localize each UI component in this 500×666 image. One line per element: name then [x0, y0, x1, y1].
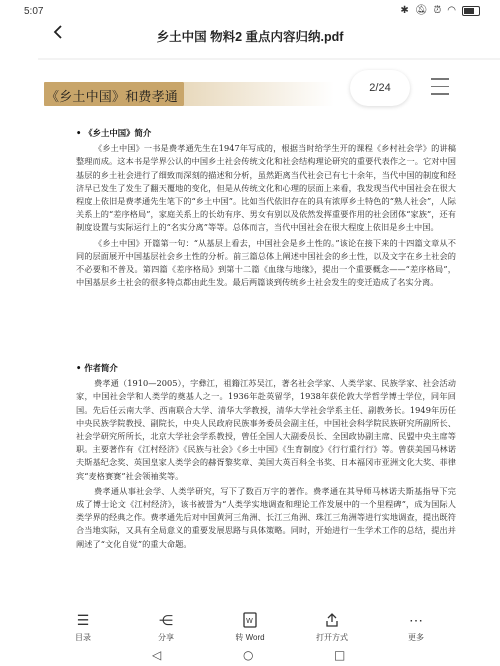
menu-icon[interactable]: [422, 72, 458, 108]
toolbar-contents-button[interactable]: ☰ 目录: [53, 612, 113, 643]
intro-section: [76, 127, 456, 289]
chapter-banner-fade: [184, 82, 334, 106]
author-paragraph-2: 费孝通从事社会学、人类学研究，写下了数百万字的著作。费孝通在其导师马林诺夫斯基指导下完成了博士论文《江村经济》，该书被誉为“人类学实地调查和理论工作发展中的一个里程碑”，成为国际人类学界的经典之作。费孝通先后对中国黄河三角洲、长江三角洲、珠江三角洲等进行实地调查，提出既符合当地实际，又具有全局意义的重要发展思路与具体策略。同时，开始进行一生学术工作的总结，提出并阐述了“文化自觉”的重大命题。: [76, 485, 456, 549]
document-title: 乡土中国 物料2 重点内容归纳.pdf: [156, 30, 344, 44]
page-indicator[interactable]: 2/24: [350, 70, 410, 106]
alarm-icon: ⏰︎: [433, 5, 442, 16]
recents-square-icon[interactable]: □: [334, 648, 346, 662]
bottom-toolbar: [0, 612, 500, 648]
wifi-icon: ◠: [447, 5, 456, 16]
chapter-banner-text: 《乡土中国》和费孝通: [46, 90, 179, 105]
title-bar: [0, 22, 500, 48]
toolbar-more-button[interactable]: ⋯ 更多: [386, 612, 446, 643]
chapter-banner: [44, 82, 184, 106]
intro-paragraph-2: 《乡土中国》开篇第一句：“从基层上看去，中国社会是乡土性的。”该论在接下来的十四篇文章从不同的层面展开中国基层社会乡土性的分析。前三篇总体上阐述中国社会的乡土性，以及文字在乡土社会的不必要和不普及。第四篇《差序格局》到第十二篇《血缘与地缘》，提出一个重要概念——“差序格局”，中国基层乡土社会的很多特点都由此生发。最后两篇谈到传统乡土社会发生的变迁造成了名实分离。: [76, 237, 456, 288]
mute-icon: 🔕︎: [414, 5, 428, 16]
author-heading: • 作者简介: [76, 362, 456, 375]
status-icons: [400, 5, 480, 16]
status-bar: [0, 0, 500, 22]
author-section: [76, 362, 456, 551]
svg-text:W: W: [246, 617, 253, 625]
back-triangle-icon[interactable]: ◁: [152, 648, 162, 662]
battery-icon: [462, 6, 480, 16]
share-icon: ⋲: [159, 612, 173, 628]
page-top-edge: [38, 58, 500, 60]
more-icon: ⋯: [409, 612, 423, 628]
toolbar-share-button[interactable]: ⋲ 分享: [136, 612, 196, 643]
system-navigation-bar: [0, 646, 500, 666]
intro-heading: • 《乡土中国》简介: [76, 127, 456, 140]
intro-paragraph-1: 《乡土中国》一书是费孝通先生在1947年写成的，根据当时给学生开的课程《乡村社会学》的讲稿整理而成。这本书是学界公认的中国乡土社会传统文化和社会结构理论研究的重要代表作之一。它对中国基层的乡土社会进行了细致而深刻的描述和分析，虽然距离当代社会已有七十余年，当代中国的制度和经济早已发生了发生了翻天覆地的变化，但是从传统文化和心理的层面上来看，我发现当代中国社会在很大程度上依旧是费孝通先生笔下的“乡土中国”。比如当代依旧存在的具有浓厚乡土特色的“熟人社会”，人际关系上的“差序格局”，家庭关系上的长幼有序、男女有别以及依然发挥重要作用的社会团体“家族”，还有制度设置与实际运行上的“名实分离”等等。总体而言，当代中国社会在很大程度上依旧是乡土中国。: [76, 143, 456, 233]
home-circle-icon[interactable]: ○: [243, 648, 254, 662]
convert-word-icon: [220, 612, 280, 628]
open-with-icon: [302, 612, 362, 628]
author-paragraph-1: 费孝通（1910—2005），字彝江，祖籍江苏吴江，著名社会学家、人类学家、民族学家、社会活动家，中国社会学和人类学的奠基人之一。1936年赴英留学，1938年获伦敦大学哲学博士学位，同年回国。先后任云南大学、西南联合大学、清华大学教授，清华大学社会学系主任、副教务长。1949年历任中央民族学院教授、副院长，中央人民政府民族事务委员会副主任，中国社会科学院民族研究所副所长、社会学研究所所长，北京大学社会学系教授，曾任全国人大副委员长、全国政协副主席、民盟中央主席等职。主要著作有《江村经济》《民族与社会》《乡土中国》《生育制度》《行行重行行》等。曾获美国马林诺夫斯基纪念奖、英国皇家人类学会的赫胥黎奖章、美国大英百科全书奖、日本福冈市亚洲文化大奖、菲律宾“麦格赛赛”社会领袖奖等。: [76, 378, 456, 481]
bluetooth-icon: ✱: [400, 5, 409, 16]
toolbar-convert-word-button[interactable]: W 转 Word: [220, 612, 280, 643]
toolbar-open-with-button[interactable]: 打开方式: [302, 612, 362, 643]
status-time: 5:07: [24, 6, 44, 17]
list-icon: ☰: [76, 612, 90, 628]
